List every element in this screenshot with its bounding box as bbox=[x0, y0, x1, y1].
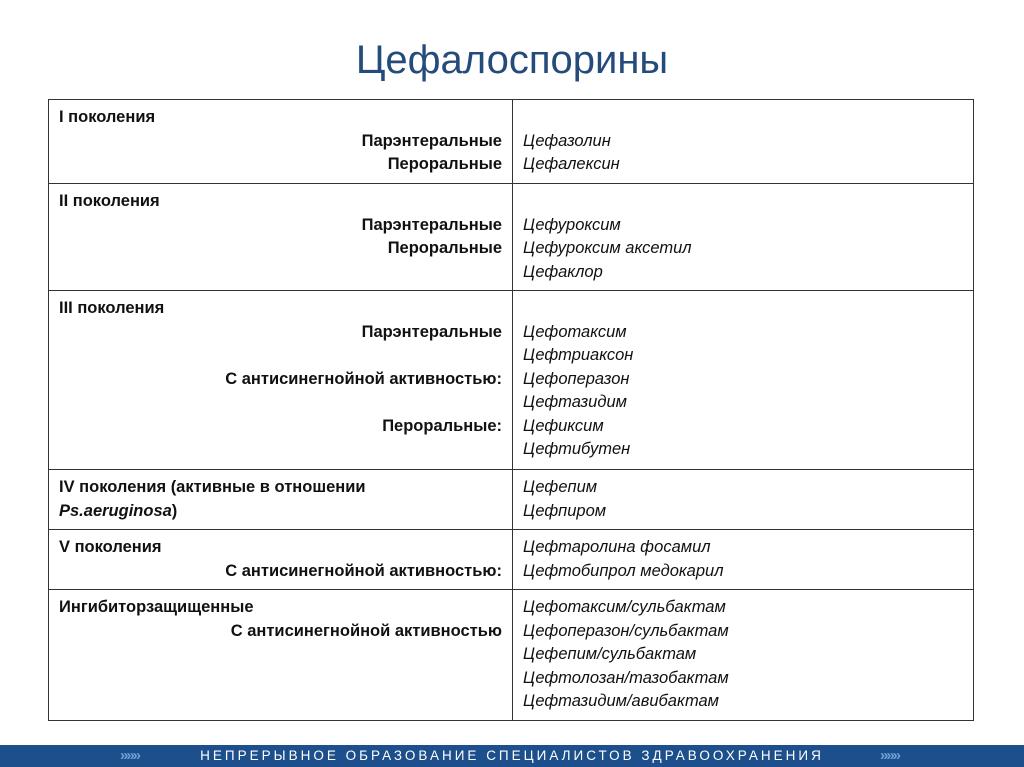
table-row-gen-3 bbox=[49, 290, 973, 469]
route-label: Парэнтеральные bbox=[361, 322, 502, 341]
drug-name: Цефепим/сульбактам bbox=[523, 645, 697, 663]
route-label: Парэнтеральные bbox=[361, 131, 502, 150]
organism-name: Ps.aeruginosa bbox=[59, 501, 172, 520]
chevron-right-icon: »»» bbox=[880, 747, 900, 764]
page-title: Цефалоспорины bbox=[355, 38, 669, 82]
drug-name: Цефтазидим/авибактам bbox=[523, 692, 719, 710]
drug-name: Цефепим bbox=[523, 478, 598, 496]
drugs-cell bbox=[513, 530, 973, 589]
drug-name: Цефтобипрол медокарил bbox=[523, 561, 724, 580]
generation-cell bbox=[49, 100, 513, 183]
generation-label: V поколения bbox=[59, 538, 162, 556]
drug-name: Цефиксим bbox=[523, 416, 604, 435]
drug-name: Цефуроксим аксетил bbox=[523, 239, 692, 257]
generation-cell bbox=[49, 590, 513, 720]
generation-cell bbox=[49, 184, 513, 290]
table-row-inhibitor-protected bbox=[49, 589, 973, 720]
footer-text: НЕПРЕРЫВНОЕ ОБРАЗОВАНИЕ СПЕЦИАЛИСТОВ ЗДРАВООХРАНЕНИЯ bbox=[200, 748, 824, 763]
table-row-gen-2 bbox=[49, 183, 973, 290]
drug-name: Цефтазидим bbox=[523, 393, 627, 411]
generation-cell bbox=[49, 291, 513, 469]
drug-name: Цефотаксим bbox=[523, 322, 627, 341]
generation-cell bbox=[49, 470, 513, 529]
route-label: С антисинегнойной активностью bbox=[230, 621, 502, 640]
drug-name: Цефтолозан/тазобактам bbox=[523, 668, 729, 687]
drugs-cell bbox=[513, 100, 973, 183]
drug-name: Цефоперазон/сульбактам bbox=[523, 621, 729, 640]
table-row-gen-1 bbox=[49, 100, 973, 183]
generation-label: I поколения bbox=[59, 108, 156, 126]
table-row-gen-4 bbox=[49, 469, 973, 529]
generation-label: III поколения bbox=[59, 299, 165, 317]
route-label: С антисинегнойной активностью: bbox=[225, 369, 502, 388]
route-label: С антисинегнойной активностью: bbox=[225, 561, 502, 580]
table-row-gen-5 bbox=[49, 529, 973, 589]
route-label: Пероральные bbox=[387, 239, 502, 257]
drug-name: Цефалексин bbox=[523, 155, 620, 173]
cephalosporin-table bbox=[48, 99, 974, 721]
drugs-cell bbox=[513, 590, 973, 720]
drug-name: Цефтаролина фосамил bbox=[523, 538, 711, 556]
drugs-cell bbox=[513, 184, 973, 290]
generation-label-continued bbox=[59, 500, 502, 524]
drugs-cell bbox=[513, 470, 973, 529]
generation-label-tail: ) bbox=[171, 501, 178, 520]
footer-bar bbox=[0, 745, 1024, 767]
generation-label: Ингибиторзащищенные bbox=[59, 598, 254, 616]
route-label: Пероральные bbox=[387, 155, 502, 173]
drug-name: Цефотаксим/сульбактам bbox=[523, 598, 726, 616]
drug-name: Цефуроксим bbox=[523, 215, 621, 234]
drug-name: Цефаклор bbox=[523, 262, 603, 281]
drug-name: Цефпиром bbox=[523, 501, 607, 520]
drug-name: Цефтибутен bbox=[523, 440, 631, 458]
route-label: Парэнтеральные bbox=[361, 215, 502, 234]
generation-cell bbox=[49, 530, 513, 589]
route-label: Пероральные: bbox=[382, 416, 502, 435]
drugs-cell bbox=[513, 291, 973, 469]
drug-name: Цефоперазон bbox=[523, 369, 630, 388]
drug-name: Цефтриаксон bbox=[523, 346, 634, 364]
drug-name: Цефазолин bbox=[523, 131, 611, 150]
chevron-left-icon: »»» bbox=[120, 747, 140, 764]
generation-label: IV поколения (активные в отношении bbox=[59, 478, 366, 496]
generation-label: II поколения bbox=[59, 192, 160, 210]
